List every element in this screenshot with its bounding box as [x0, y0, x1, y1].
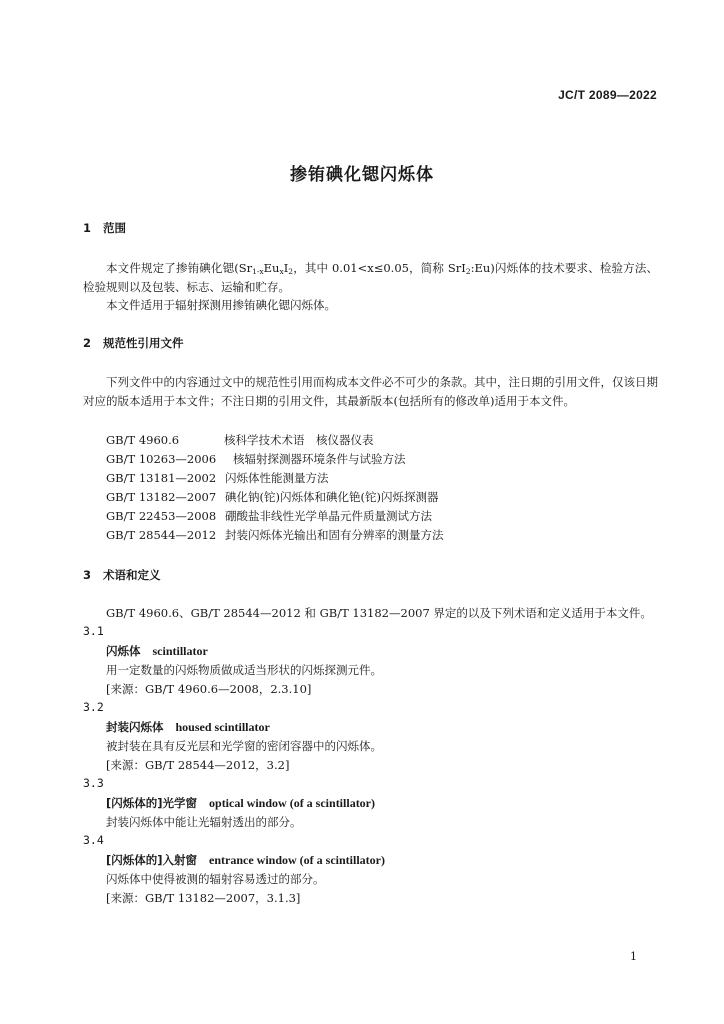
term-definition: 被封装在具有反光层和光学窗的密闭容器中的闪烁体。	[106, 739, 382, 753]
reference-item: GB/T 22453—2008 硼酸盐非线性光学单晶元件质量测试方法	[106, 509, 432, 523]
section-title: 术语和定义	[103, 568, 161, 582]
term-source: [来源：GB/T 28544—2012，3.2]	[106, 758, 290, 772]
term-source: [来源：GB/T 13182—2007，3.1.3]	[106, 891, 301, 905]
terms-intro: GB/T 4960.6、GB/T 28544—2012 和 GB/T 13182—2007 界定的以及下列术语和定义适用于本文件。	[106, 606, 652, 620]
term-heading: [闪烁体的]入射窗 entrance window (of a scintillator)	[106, 853, 385, 867]
term-definition: 闪烁体中使得被测的辐射容易透过的部分。	[106, 872, 325, 886]
page-number: 1	[630, 950, 637, 963]
term-source: [来源：GB/T 4960.6—2008，2.3.10]	[106, 682, 312, 696]
document-code: JC/T 2089—2022	[558, 88, 657, 102]
document-title: 掺铕碘化锶闪烁体	[290, 165, 434, 185]
reference-item: GB/T 13181—2002 闪烁体性能测量方法	[106, 471, 329, 485]
term-heading: [闪烁体的]光学窗 optical window (of a scintillator)	[106, 796, 376, 810]
section-2-heading	[83, 335, 184, 351]
scope-paragraph-1: 本文件规定了掺铕碘化锶($Sr_{1-x}Eu_xI_2$，其中 0.01<x≤0.05，简称 SrI$_2$:Eu)闪烁体的技术要求、检验方法、检验规则以及包装、标志、运输和贮存。	[83, 261, 658, 294]
scope-paragraph-2: 本文件适用于辐射探测用掺铕碘化锶闪烁体。	[106, 298, 336, 312]
section-number: 2	[83, 336, 92, 350]
section-title: 规范性引用文件	[103, 336, 184, 350]
reference-item: GB/T 4960.6 核科学技术术语 核仪器仪表	[106, 433, 374, 447]
reference-item: GB/T 10263—2006 核辐射探测器环境条件与试验方法	[106, 452, 406, 466]
section-title: 范围	[103, 221, 126, 235]
reference-item: GB/T 13182—2007 碘化钠(铊)闪烁体和碘化铯(铊)闪烁探测器	[106, 490, 439, 504]
section-number: 1	[83, 221, 92, 235]
section-number: 3	[83, 568, 92, 582]
section-1-heading	[83, 220, 126, 236]
section-3-heading	[83, 567, 161, 583]
term-number: 3.1	[83, 624, 104, 638]
normative-intro: 下列文件中的内容通过文中的规范性引用而构成本文件必不可少的条款。其中，注日期的引用文件，仅该日期对应的版本适用于本文件；不注日期的引用文件，其最新版本(包括所有的修改单)适用于本文件。	[83, 375, 658, 408]
term-number: 3.2	[83, 700, 104, 714]
term-number: 3.3	[83, 776, 104, 790]
term-definition: 封装闪烁体中能让光辐射透出的部分。	[106, 815, 302, 829]
reference-item: GB/T 28544—2012 封装闪烁体光输出和固有分辨率的测量方法	[106, 528, 444, 542]
term-heading: 封装闪烁体 housed scintillator	[106, 720, 270, 734]
term-definition: 用一定数量的闪烁物质做成适当形状的闪烁探测元件。	[106, 663, 382, 677]
term-heading: 闪烁体 scintillator	[106, 644, 208, 658]
term-number: 3.4	[83, 833, 104, 847]
